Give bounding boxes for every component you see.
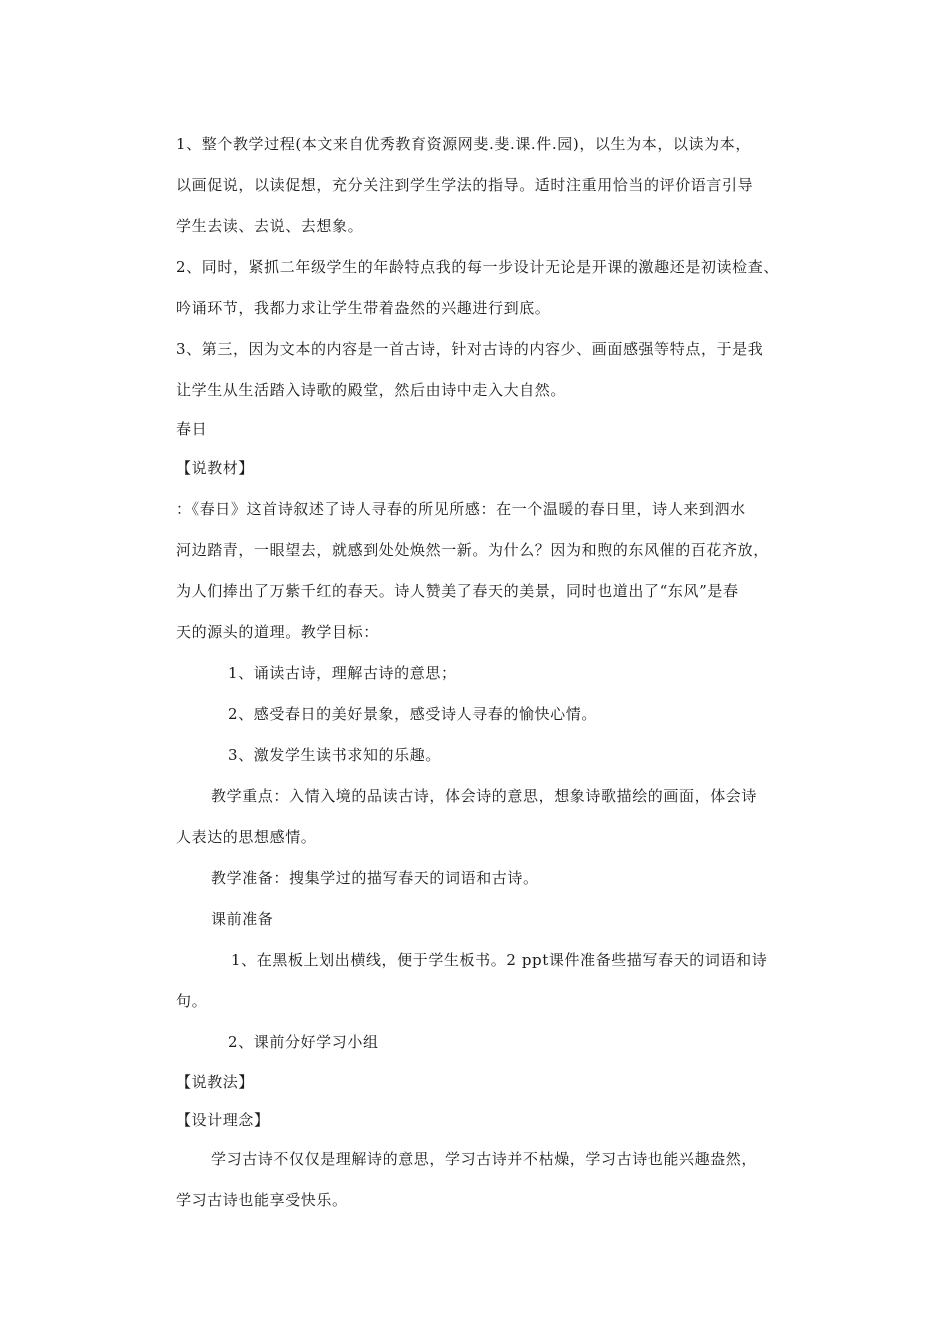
teaching-preparation: 教学准备：搜集学过的描写春天的词语和古诗。 <box>211 869 539 887</box>
pre-class-item-1-line-1: 1、在黑板上划出横线，便于学生板书。2 ppt课件准备些描写春天的词语和诗 <box>231 951 768 969</box>
paragraph-1-line-1: 1、整个教学过程(本文来自优秀教育资源网斐.斐.课.件.园)，以生为本，以读为本， <box>176 135 751 153</box>
heading-textbook: 【说教材】 <box>176 459 255 477</box>
textbook-line-4: 天的源头的道理。教学目标： <box>176 623 379 641</box>
textbook-line-2: 河边踏青，一眼望去，就感到处处焕然一新。为什么？因为和煦的东风催的百花齐放， <box>176 541 769 559</box>
goal-3: 3、激发学生读书求知的乐趣。 <box>228 746 441 764</box>
concept-line-2: 学习古诗也能享受快乐。 <box>176 1191 348 1209</box>
key-points-line-2: 人表达的思想感情。 <box>176 828 317 846</box>
heading-method: 【说教法】 <box>176 1073 255 1091</box>
textbook-line-1: ：《春日》这首诗叙述了诗人寻春的所见所感：在一个温暖的春日里，诗人来到泗水 <box>176 500 746 518</box>
textbook-line-3: 为人们捧出了万紫千红的春天。诗人赞美了春天的美景，同时也道出了“东风”是春 <box>176 582 739 600</box>
goal-1: 1、诵读古诗，理解古诗的意思； <box>228 664 457 682</box>
section-title: 春日 <box>176 420 208 438</box>
document-body <box>176 124 816 1221</box>
paragraph-2-line-2: 吟诵环节，我都力求让学生带着盎然的兴趣进行到底。 <box>176 299 551 317</box>
paragraph-3-line-1: 3、第三，因为文本的内容是一首古诗，针对古诗的内容少、画面感强等特点，于是我 <box>176 340 764 358</box>
heading-concept: 【设计理念】 <box>176 1111 270 1129</box>
pre-class-item-1-line-2: 句。 <box>176 992 208 1010</box>
concept-line-1: 学习古诗不仅仅是理解诗的意思，学习古诗并不枯燥，学习古诗也能兴趣盎然， <box>211 1150 758 1168</box>
paragraph-3-line-2: 让学生从生活踏入诗歌的殿堂，然后由诗中走入大自然。 <box>176 381 567 399</box>
pre-class-heading: 课前准备 <box>211 910 274 928</box>
goal-2: 2、感受春日的美好景象，感受诗人寻春的愉快心情。 <box>228 705 597 723</box>
pre-class-item-2: 2、课前分好学习小组 <box>228 1033 379 1051</box>
key-points-line-1: 教学重点：入情入境的品读古诗，体会诗的意思，想象诗歌描绘的画面，体会诗 <box>211 787 758 805</box>
paragraph-2-line-1: 2、同时，紧抓二年级学生的年龄特点我的每一步设计无论是开课的激趣还是初读检查、 <box>176 258 779 276</box>
paragraph-1-line-3: 学生去读、去说、去想象。 <box>176 217 364 235</box>
paragraph-1-line-2: 以画促说，以读促想，充分关注到学生学法的指导。适时注重用恰当的评价语言引导 <box>176 176 754 194</box>
